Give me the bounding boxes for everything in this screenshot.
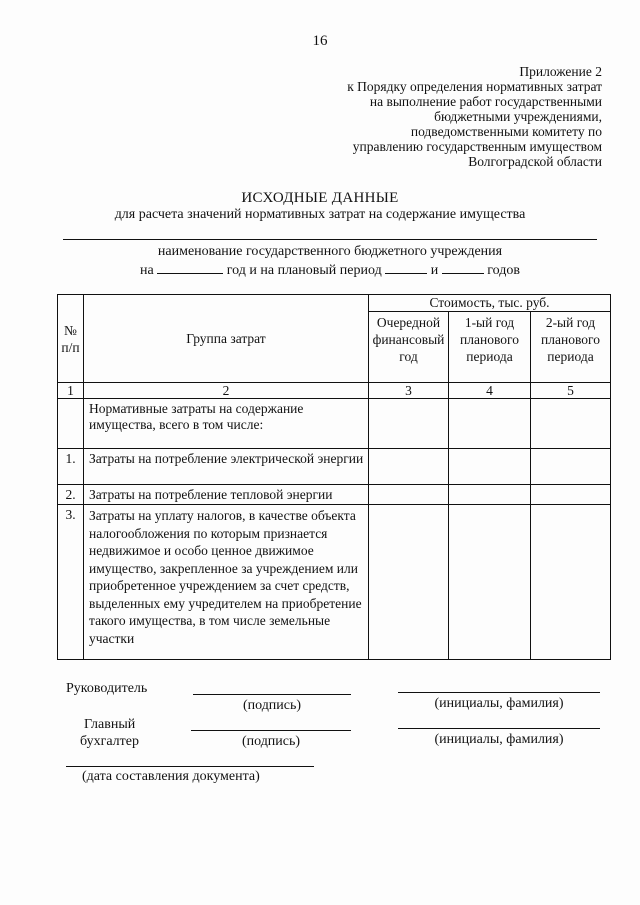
table-row [58, 505, 611, 660]
document-subtitle: для расчета значений нормативных затрат на содержание имущества [114, 207, 526, 222]
value-cell[interactable] [531, 505, 611, 660]
period-text: и [430, 263, 439, 278]
name-caption: (инициалы, фамилия) [434, 732, 564, 747]
value-cell[interactable] [531, 399, 611, 449]
value-cell[interactable] [449, 505, 531, 660]
row-number: 2. [58, 485, 84, 505]
table-row [58, 449, 611, 485]
index-cell: 3 [369, 383, 449, 399]
value-cell[interactable] [369, 485, 449, 505]
institution-name-line[interactable] [63, 239, 597, 240]
row-group: Затраты на потребление тепловой энергии [84, 485, 369, 505]
value-cell[interactable] [531, 449, 611, 485]
appendix-line: на выполнение работ государственными [369, 94, 602, 109]
date-line[interactable] [66, 766, 314, 767]
plan-year-1-blank[interactable] [385, 261, 427, 274]
header-plan-year-2: 2-ый год планового периода [531, 312, 611, 383]
index-cell: 5 [531, 383, 611, 399]
value-cell[interactable] [369, 399, 449, 449]
appendix-line: Волгоградской области [468, 154, 602, 169]
value-cell[interactable] [369, 449, 449, 485]
year-blank[interactable] [157, 261, 223, 274]
index-cell: 2 [84, 383, 369, 399]
signature-caption: (подпись) [242, 698, 302, 713]
signature-caption: (подпись) [241, 734, 301, 749]
head-name-line[interactable] [398, 692, 600, 693]
row-number: 1. [58, 449, 84, 485]
header-plan-year-1: 1-ый год планового периода [449, 312, 531, 383]
table-row [58, 485, 611, 505]
accountant-name-line[interactable] [398, 728, 600, 729]
appendix-header [347, 64, 602, 169]
plan-year-2-blank[interactable] [442, 261, 484, 274]
header-number: № п/п [58, 295, 84, 383]
document-title: ИСХОДНЫЕ ДАННЫЕ [241, 190, 399, 206]
page-number: 16 [312, 33, 328, 49]
row-group: Затраты на потребление электрической энергии [84, 449, 369, 485]
head-signature-line[interactable] [193, 694, 351, 695]
head-label: Руководитель [66, 681, 148, 696]
value-cell[interactable] [449, 449, 531, 485]
row-group: Затраты на уплату налогов, в качестве объекта налогообложения по которым признается недвижимое и особо ценное движимое имущество, закрепленное за учреждением или приобретенное учреждением за счет средств, выделенных ему учредителем на приобретение такого имущества, в том числе земельные участки [84, 505, 369, 660]
value-cell[interactable] [449, 399, 531, 449]
accountant-label: бухгалтер [80, 734, 139, 749]
appendix-line: бюджетными учреждениями, [434, 109, 602, 124]
appendix-line: к Порядку определения нормативных затрат [347, 79, 602, 94]
appendix-line: управлению государственным имуществом [352, 139, 602, 154]
value-cell[interactable] [531, 485, 611, 505]
row-number [58, 399, 84, 449]
header-cost: Стоимость, тыс. руб. [369, 295, 611, 312]
row-number: 3. [58, 505, 84, 660]
appendix-line: Приложение 2 [519, 64, 602, 79]
header-current-year: Очередной финансовый год [369, 312, 449, 383]
table-index-row [58, 383, 611, 399]
index-cell: 4 [449, 383, 531, 399]
name-caption: (инициалы, фамилия) [434, 696, 564, 711]
accountant-label: Главный [84, 717, 136, 732]
header-group: Группа затрат [84, 295, 369, 383]
costs-table [57, 294, 611, 660]
row-group: Нормативные затраты на содержание имущества, всего в том числе: [84, 399, 369, 449]
period-line [60, 261, 600, 279]
accountant-signature-line[interactable] [191, 730, 351, 731]
appendix-line: подведомственными комитету по [410, 124, 602, 139]
value-cell[interactable] [369, 505, 449, 660]
institution-caption: наименование государственного бюджетного учреждения [157, 244, 503, 259]
table-row [58, 399, 611, 449]
period-text: годов [487, 263, 520, 278]
value-cell[interactable] [449, 485, 531, 505]
date-caption: (дата составления документа) [82, 769, 260, 784]
index-cell: 1 [58, 383, 84, 399]
period-text: год и на плановый период [226, 263, 382, 278]
table-header-row [58, 295, 611, 312]
period-text: на [140, 263, 154, 278]
